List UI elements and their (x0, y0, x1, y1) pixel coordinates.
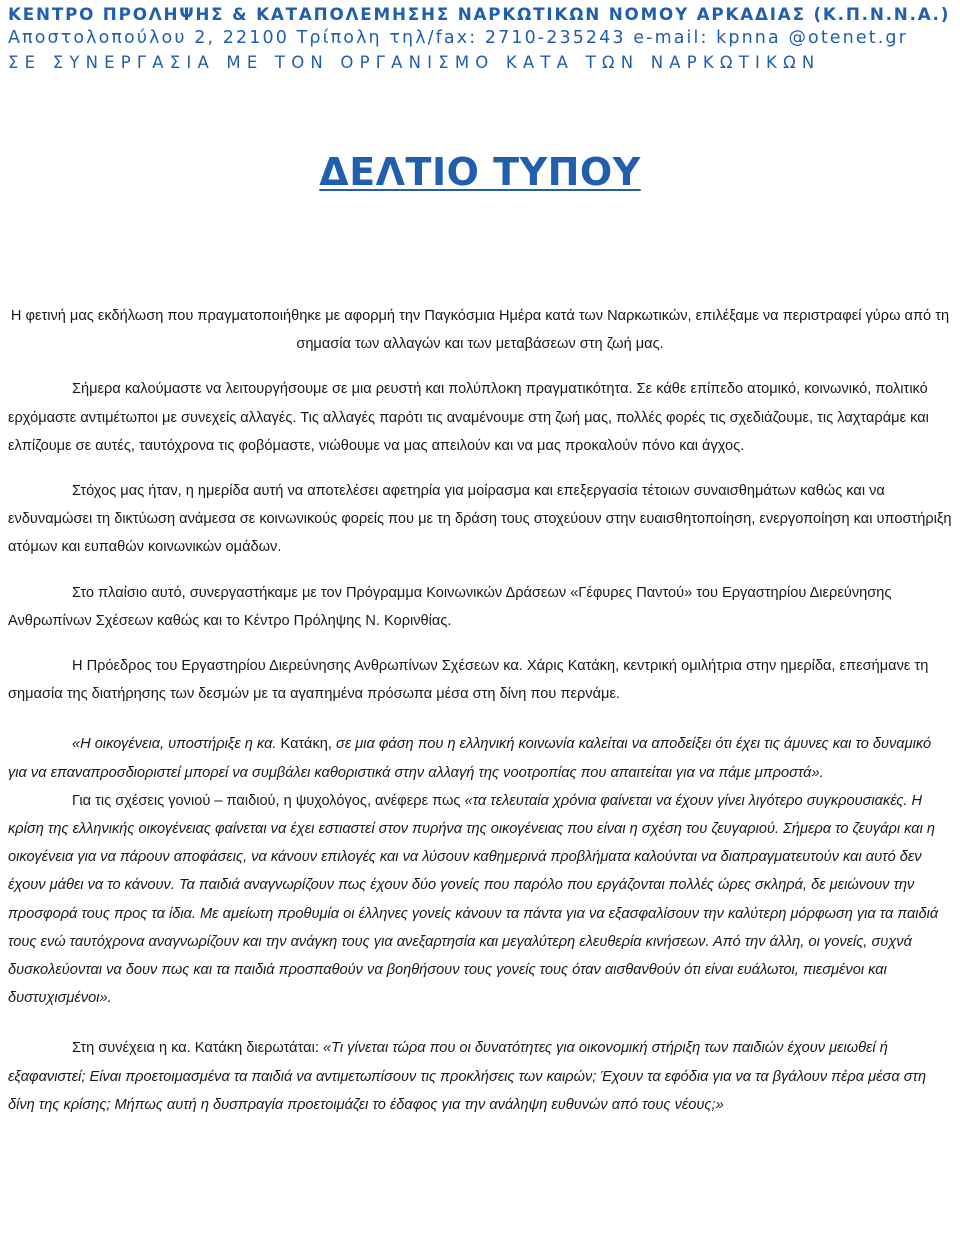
quote-family-rest: σε μια φάση που η ελληνική κοινωνία καλείται να αποδείξει ότι έχει τις άμυνες και το δυναμικό για να επαναπροσδιοριστεί μπορεί να συμβάλει καθοριστικά στην αλλαγή της νοοτροπίας που απαιτείται για να πάμε μπροστά». (8, 736, 932, 781)
paragraph-family-quote (8, 730, 952, 786)
org-affiliation: ΣΕ ΣΥΝΕΡΓΑΣΙΑ ΜΕ ΤΟΝ ΟΡΓΑΝΙΣΜΟ ΚΑΤΑ ΤΩΝ ΝΑΡΚΩΤΙΚΩΝ (8, 53, 821, 72)
parent-child-intro: Για τις σχέσεις γονιού – παιδιού, η ψυχολόγος, ανέφερε πως (72, 792, 465, 809)
quote-family-open: «Η οικογένεια, υποστήριξε η κα. (72, 736, 277, 753)
article-body (8, 302, 952, 1119)
page-title: ΔΕΛΤΙΟ ΤΥΠΟΥ (319, 150, 641, 194)
paragraph-collaboration: Στο πλαίσιο αυτό, συνεργαστήκαμε με τον Πρόγραμμα Κοινωνικών Δράσεων «Γέφυρες Παντού» του Εργαστηρίου Διερεύνησης Ανθρωπίνων Σχέσεων καθώς και το Κέντρο Πρόληψης Ν. Κορινθίας. (8, 584, 892, 629)
paragraph-parent-child (8, 787, 952, 1013)
questions-intro: Στη συνέχεια η κα. Κατάκη διερωτάται: (72, 1040, 323, 1057)
paragraph-goal: Στόχος μας ήταν, η ημερίδα αυτή να αποτελέσει αφετηρία για μοίρασμα και επεξεργασία τέτοιων συναισθημάτων καθώς και να ενδυναμώσει τη δικτύωση ανάμεσα σε κοινωνικούς φορείς που με τη δράση τους στοχεύουν στην ευαισθητοποίηση, ενεργοποίηση και υποστήριξη ατόμων και ευπαθών κοινωνικών ομάδων. (8, 483, 952, 556)
paragraph-intro: Η φετινή μας εκδήλωση που πραγματοποιήθηκε με αφορμή την Παγκόσμια Ημέρα κατά των Ναρκωτικών, επιλέξαμε να περιστραφεί γύρω από τη σημασία των αλλαγών και των μεταβάσεων στη ζωή μας. (10, 308, 950, 353)
paragraph-questions (8, 1034, 952, 1119)
paragraph-speaker: Η Πρόεδρος του Εργαστηρίου Διερεύνησης Ανθρωπίνων Σχέσεων κα. Χάρις Κατάκη, κεντρική ομιλήτρια στην ημερίδα, επεσήμανε τη σημασία της διατήρησης των δεσμών με τα αγαπημένα πρόσωπα μέσα στη δίνη που περνάμε. (8, 658, 929, 703)
quote-parent-child: «τα τελευταία χρόνια φαίνεται να έχουν γίνει λιγότερο συγκρουσιακές. Η κρίση της ελληνικής οικογένειας φαίνεται να έχει εστιαστεί στον πυρήνα της οικογένειας που είναι η σχέση του ζευγαριού. Σήμερα το ζευγάρι και η οικογένεια για να πάρουν αποφάσεις, να κάνουν επιλογές και να λύσουν καθημερινά προβλήματα καλούνται να διαπραγματευτούν και αυτό δεν έχουν μάθει να το κάνουν. Τα παιδιά αναγνωρίζουν πως έχουν δύο γονείς που παρόλο που εργάζονται πολλές ώρες σκληρά, δε μειώνουν την προσφορά τους προς τα ίδια. Με αμείωτη προθυμία οι έλληνες γονείς κάνουν τα πάντα για να εξασφαλίσουν την καλύτερη μόρφωση για τα παιδιά τους ενώ ταυτόχρονα αναγνωρίζουν και την ανάγκη τους για ανεξαρτησία και μεγαλύτερη ελευθερία κινήσεων. Από την άλλη, οι γονείς, συχνά δυσκολεύονται να δουν πως και τα παιδιά προσπαθούν να βοηθήσουν τους γονείς τους όταν αισθανθούν ότι είναι ευάλωτοι, πιεσμένοι και δυστυχισμένοι». (8, 792, 939, 1007)
org-name: ΚΕΝΤΡΟ ΠΡΟΛΗΨΗΣ & ΚΑΤΑΠΟΛΕΜΗΣΗΣ ΝΑΡΚΩΤΙΚΩΝ ΝΟΜΟΥ ΑΡΚΑΔΙΑΣ (Κ.Π.Ν.Ν.Α.) (8, 4, 951, 24)
quote-questions: «Τι γίνεται τώρα που οι δυνατότητες για οικονομική στήριξη των παιδιών έχουν μειωθεί ή εξαφανιστεί; Είναι προετοιμασμένα τα παιδιά να αντιμετωπίσουν τις προκλήσεις των καιρών; Έχουν τα εφόδια για να τα βγάλουν πέρα μέσα στη δίνη της κρίσης; Μήπως αυτή η δυσπραγία προετοιμάζει το έδαφος για την ανάληψη ευθυνών από τους νέους;» (8, 1040, 927, 1113)
speaker-name: Κατάκη, (276, 736, 337, 753)
org-contact: Αποστολοπούλου 2, 22100 Τρίπολη τηλ/fax: 2710-235243 e-mail: kpnna @otenet.gr (8, 28, 908, 48)
paragraph-changes: Σήμερα καλούμαστε να λειτουργήσουμε σε μια ρευστή και πολύπλοκη πραγματικότητα. Σε κάθε επίπεδο ατομικό, κοινωνικό, πολιτικό ερχόμαστε αντιμέτωποι με συνεχείς αλλαγές. Τις αλλαγές παρότι τις αναμένουμε στη ζωή μας, πολλές φορές τις σχεδιάζουμε, τις λαχταράμε και ελπίζουμε σε αυτές, ταυτόχρονα τις φοβόμαστε, νιώθουμε να μας απειλούν και να μας προκαλούν πόνο και άγχος. (8, 381, 929, 454)
